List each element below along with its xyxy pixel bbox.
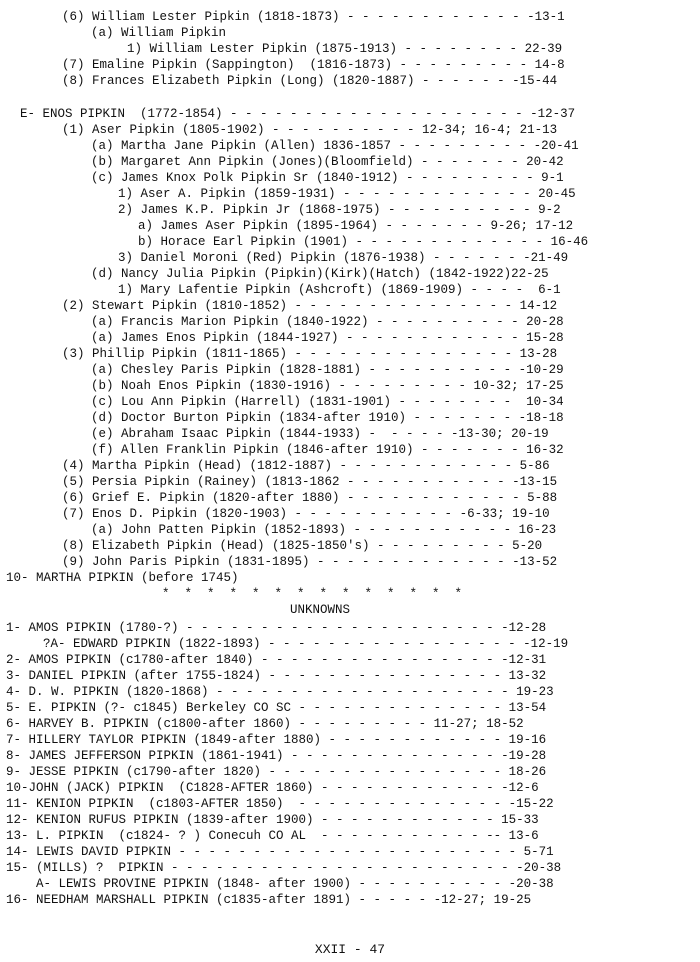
index-entry: (8) Elizabeth Pipkin (Head) (1825-1850's) - - - - - - - - - 5-20 — [62, 539, 543, 553]
index-entry: 16- NEEDHAM MARSHALL PIPKIN (c1835-after 1891) - - - - - -12-27; 19-25 — [6, 893, 532, 907]
index-entry: (a) Francis Marion Pipkin (1840-1922) - - - - - - - - - - 20-28 — [91, 315, 564, 329]
index-entry: 6- HARVEY B. PIPKIN (c1800-after 1860) - - - - - - - - - 11-27; 18-52 — [6, 717, 524, 731]
index-entry: 9- JESSE PIPKIN (c1790-after 1820) - - - - - - - - - - - - - - - - 18-26 — [6, 765, 547, 779]
index-entry: 3- DANIEL PIPKIN (after 1755-1824) - - - - - - - - - - - - - - - - 13-32 — [6, 669, 547, 683]
separator-stars: * * * * * * * * * * * * * * — [162, 587, 463, 601]
index-entry: A- LEWIS PROVINE PIPKIN (1848- after 1900) - - - - - - - - - - -20-38 — [36, 877, 554, 891]
index-entry: 8- JAMES JEFFERSON PIPKIN (1861-1941) - - - - - - - - - - - - - - -19-28 — [6, 749, 547, 763]
index-entry: (c) James Knox Polk Pipkin Sr (1840-1912) - - - - - - - - - 9-1 — [91, 171, 564, 185]
index-entry: 1) Mary Lafentie Pipkin (Ashcroft) (1869-1909) - - - - 6-1 — [118, 283, 561, 297]
index-entry: (7) Emaline Pipkin (Sappington) (1816-1873) - - - - - - - - - 14-8 — [62, 58, 565, 72]
index-entry: 13- L. PIPKIN (c1824- ? ) Conecuh CO AL - - - - - - - - - - - -- 13-6 — [6, 829, 539, 843]
index-entry: 14- LEWIS DAVID PIPKIN - - - - - - - - - - - - - - - - - - - - - - - 5-71 — [6, 845, 554, 859]
index-entry: 3) Daniel Moroni (Red) Pipkin (1876-1938) - - - - - - -21-49 — [118, 251, 569, 265]
index-entry: (e) Abraham Isaac Pipkin (1844-1933) - - - - - -13-30; 20-19 — [91, 427, 549, 441]
index-entry: (a) Martha Jane Pipkin (Allen) 1836-1857 - - - - - - - - - -20-41 — [91, 139, 579, 153]
index-entry: (5) Persia Pipkin (Rainey) (1813-1862 - - - - - - - - - - - -13-15 — [62, 475, 558, 489]
index-entry: b) Horace Earl Pipkin (1901) - - - - - - - - - - - - - 16-46 — [138, 235, 589, 249]
index-entry: (a) Chesley Paris Pipkin (1828-1881) - - - - - - - - - - -10-29 — [91, 363, 564, 377]
index-entry: 1- AMOS PIPKIN (1780-?) - - - - - - - - - - - - - - - - - - - - - -12-28 — [6, 621, 547, 635]
page-number: XXII - 47 — [314, 942, 386, 957]
index-entry: (2) Stewart Pipkin (1810-1852) - - - - - - - - - - - - - - - 14-12 — [62, 299, 558, 313]
index-entry: (b) Margaret Ann Pipkin (Jones)(Bloomfield) - - - - - - - 20-42 — [91, 155, 564, 169]
index-entry: 2- AMOS PIPKIN (c1780-after 1840) - - - - - - - - - - - - - - - - -12-31 — [6, 653, 547, 667]
index-entry: 10-JOHN (JACK) PIPKIN (C1828-AFTER 1860) - - - - - - - - - - - - -12-6 — [6, 781, 539, 795]
index-entry: 12- KENION RUFUS PIPKIN (1839-after 1900) - - - - - - - - - - - - 15-33 — [6, 813, 539, 827]
index-entry: 1) William Lester Pipkin (1875-1913) - - - - - - - - 22-39 — [127, 42, 563, 56]
index-entry: (8) Frances Elizabeth Pipkin (Long) (1820-1887) - - - - - - -15-44 — [62, 74, 558, 88]
index-entry: ?A- EDWARD PIPKIN (1822-1893) - - - - - - - - - - - - - - - - - -12-19 — [43, 637, 569, 651]
index-entry: (4) Martha Pipkin (Head) (1812-1887) - - - - - - - - - - - - 5-86 — [62, 459, 550, 473]
index-entry: 5- E. PIPKIN (?- c1845) Berkeley CO SC - - - - - - - - - - - - - - 13-54 — [6, 701, 547, 715]
index-entry: (d) Nancy Julia Pipkin (Pipkin)(Kirk)(Hatch) (1842-1922)22-25 — [91, 267, 549, 281]
index-entry: (a) William Pipkin — [91, 26, 227, 40]
index-entry: (f) Allen Franklin Pipkin (1846-after 1910) - - - - - - - 16-32 — [91, 443, 564, 457]
index-entry: 4- D. W. PIPKIN (1820-1868) - - - - - - - - - - - - - - - - - - - - 19-23 — [6, 685, 554, 699]
index-entry: 10- MARTHA PIPKIN (before 1745) — [6, 571, 239, 585]
index-entry: E- ENOS PIPKIN (1772-1854) - - - - - - - - - - - - - - - - - - - - -12-37 — [20, 107, 576, 121]
index-entry: (3) Phillip Pipkin (1811-1865) - - - - - - - - - - - - - - - 13-28 — [62, 347, 558, 361]
index-entry: (a) James Enos Pipkin (1844-1927) - - - - - - - - - - - - 15-28 — [91, 331, 564, 345]
index-entry: (d) Doctor Burton Pipkin (1834-after 1910) - - - - - - - -18-18 — [91, 411, 564, 425]
index-entry: a) James Aser Pipkin (1895-1964) - - - - - - - 9-26; 17-12 — [138, 219, 574, 233]
index-entry: (c) Lou Ann Pipkin (Harrell) (1831-1901) - - - - - - - - 10-34 — [91, 395, 564, 409]
index-entry: 15- (MILLS) ? PIPKIN - - - - - - - - - - - - - - - - - - - - - - - -20-38 — [6, 861, 562, 875]
index-entry: (6) Grief E. Pipkin (1820-after 1880) - - - - - - - - - - - - 5-88 — [62, 491, 558, 505]
index-entry: (a) John Patten Pipkin (1852-1893) - - - - - - - - - - - 16-23 — [91, 523, 557, 537]
index-entry: (9) John Paris Pipkin (1831-1895) - - - - - - - - - - - - - -13-52 — [62, 555, 558, 569]
index-entry: (6) William Lester Pipkin (1818-1873) - - - - - - - - - - - - -13-1 — [62, 10, 565, 24]
index-entry: 2) James K.P. Pipkin Jr (1868-1975) - - - - - - - - - - 9-2 — [118, 203, 561, 217]
index-entry: (b) Noah Enos Pipkin (1830-1916) - - - - - - - - - 10-32; 17-25 — [91, 379, 564, 393]
section-heading: UNKNOWNS — [290, 603, 351, 617]
index-entry: 7- HILLERY TAYLOR PIPKIN (1849-after 1880) - - - - - - - - - - - - 19-16 — [6, 733, 547, 747]
index-entry: (1) Aser Pipkin (1805-1902) - - - - - - - - - - 12-34; 16-4; 21-13 — [62, 123, 558, 137]
index-entry: 1) Aser A. Pipkin (1859-1931) - - - - - - - - - - - - - 20-45 — [118, 187, 576, 201]
index-entry: (7) Enos D. Pipkin (1820-1903) - - - - - - - - - - - -6-33; 19-10 — [62, 507, 550, 521]
index-entry: 11- KENION PIPKIN (c1803-AFTER 1850) - - - - - - - - - - - - - - -15-22 — [6, 797, 554, 811]
